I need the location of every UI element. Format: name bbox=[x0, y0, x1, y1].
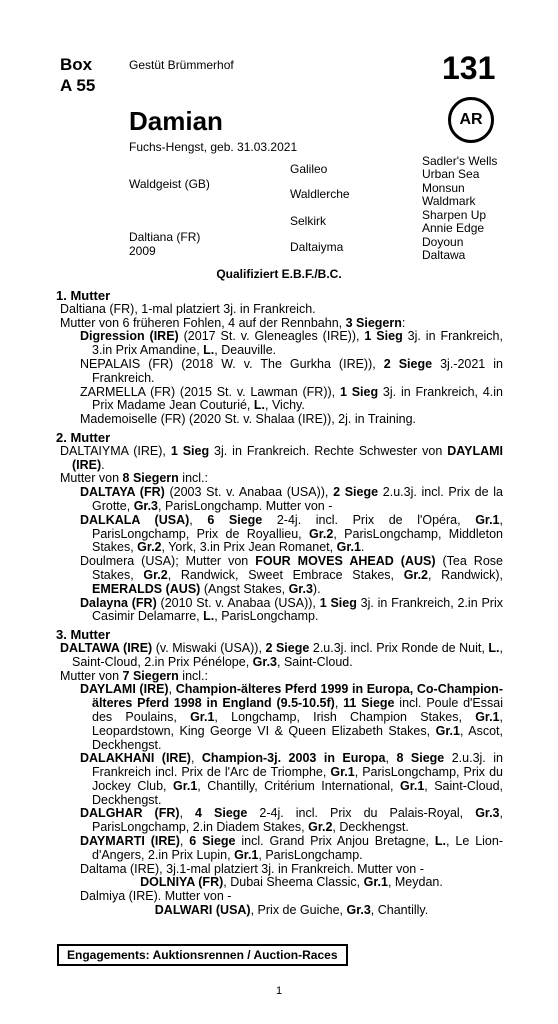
section-paragraph: Dalmiya (IRE). Mutter von - bbox=[80, 889, 232, 904]
pedigree-gg-6: Annie Edge bbox=[422, 221, 485, 235]
pedigree-dam-sire: Selkirk bbox=[290, 214, 327, 228]
box-label: Box bbox=[60, 55, 93, 74]
section-title: 1. Mutter bbox=[56, 288, 111, 303]
pedigree-gg-7: Doyoun bbox=[422, 235, 464, 249]
pedigree-gg-8: Daltawa bbox=[422, 248, 466, 262]
section-paragraph: Digression (IRE) (2017 St. v. Gleneagles (IRE)), 1 Sieg 3j. in Frankreich, 3.in Prix Amandine, L., Deauville. bbox=[80, 329, 503, 358]
box-value: A 55 bbox=[60, 76, 96, 95]
section-paragraph: DALTAWA (IRE) (v. Miswaki (USA)), 2 Siege 2.u.3j. incl. Prix Ronde de Nuit, L., Saint-Cloud, 2.in Prix Pénélope, Gr.3, Saint-Cloud. bbox=[60, 640, 504, 669]
box-number bbox=[60, 54, 95, 96]
page-number: 1 bbox=[275, 985, 283, 997]
section-paragraph: Doulmera (USA); Mutter von FOUR MOVES AHEAD (AUS) (Tea Rose Stakes, Gr.2, Randwick, Sweet Embrace Stakes, Gr.2, Randwick), EMERALDS (AUS) (Angst Stakes, Gr.3). bbox=[80, 554, 503, 596]
pedigree-gg-5: Sharpen Up bbox=[422, 208, 487, 222]
section-paragraph: Daltama (IRE), 3j.1-mal platziert 3j. in Frankreich. Mutter von - bbox=[80, 861, 424, 876]
pedigree-dam: Daltiana (FR) bbox=[129, 230, 201, 244]
section-title: 3. Mutter bbox=[56, 627, 111, 643]
section-paragraph: Daltiana (FR), 1-mal platziert 3j. in Frankreich. bbox=[60, 301, 316, 316]
section-paragraph: DAYLAMI (IRE), Champion-älteres Pferd 1999 in Europa, Co-Champion-älteres Pferd 1998 in England (9.5-10.5f), 11 Siege incl. Poule d'Essai des Poulains, Gr.1, Longchamp, Irish Champion Stakes, Gr.1, Leopardstown, King George VI & Queen Elizabeth Stakes, Gr.1, Ascot, Deckhengst. bbox=[80, 682, 504, 752]
horse-name: Damian bbox=[129, 106, 223, 136]
pedigree-dam-dam: Daltaiyma bbox=[290, 240, 344, 254]
section-title: 2. Mutter bbox=[56, 429, 111, 445]
family-sections bbox=[56, 285, 503, 918]
pedigree-gg-3: Monsun bbox=[422, 181, 465, 195]
section-paragraph: DALKALA (USA), 6 Siege 2-4j. incl. Prix de l'Opéra, Gr.1, ParisLongchamp, Prix de Royallieu, Gr.2, ParisLongchamp, Middleton Stakes, Gr.2, York, 3.in Prix Jean Romanet, Gr.1. bbox=[80, 512, 503, 555]
pedigree-gg-1: Sadler's Wells bbox=[422, 154, 498, 168]
section-paragraph: Dalayna (FR) (2010 St. v. Anabaa (USA)), 1 Sieg 3j. in Frankreich, 2.in Prix Casimir Delamarre, L., ParisLongchamp. bbox=[80, 595, 503, 624]
ar-badge-icon: AR bbox=[448, 97, 494, 143]
pedigree-dam-year: 2009 bbox=[129, 244, 156, 258]
section-paragraph: Mutter von 8 Siegern incl.: bbox=[60, 471, 208, 486]
horse-description: Fuchs-Hengst, geb. 31.03.2021 bbox=[129, 140, 298, 154]
section-paragraph: Mademoiselle (FR) (2020 St. v. Shalaa (IRE)), 2j. in Training. bbox=[80, 412, 417, 427]
section-paragraph: DOLNIYA (FR), Dubai Sheema Classic, Gr.1, Meydan. bbox=[140, 875, 443, 890]
section-paragraph: DALGHAR (FR), 4 Siege 2-4j. incl. Prix du Palais-Royal, Gr.3, ParisLongchamp, 2.in Diadem Stakes, Gr.2, Deckhengst. bbox=[80, 806, 503, 835]
lot-number: 131 bbox=[442, 50, 496, 86]
pedigree-sire-sire: Galileo bbox=[290, 162, 328, 176]
qualification-note: Qualifiziert E.B.F./B.C. bbox=[216, 267, 342, 281]
pedigree-sire-dam: Waldlerche bbox=[290, 187, 350, 201]
breeder-name: Gestüt Brümmerhof bbox=[129, 58, 234, 72]
section-paragraph: Mutter von 7 Siegern incl.: bbox=[60, 668, 208, 683]
section-paragraph: DALWARI (USA), Prix de Guiche, Gr.3, Chantilly. bbox=[154, 903, 429, 918]
engagements-box: Engagements: Auktionsrennen / Auction-Races bbox=[57, 944, 348, 966]
section-paragraph: DAYMARTI (IRE), 6 Siege incl. Grand Prix Anjou Bretagne, L., Le Lion-d'Angers, 2.in Prix Lupin, Gr.1, ParisLongchamp. bbox=[80, 834, 503, 862]
pedigree-sire: Waldgeist (GB) bbox=[129, 177, 210, 191]
section-paragraph: DALAKHANI (IRE), Champion-3j. 2003 in Europa, 8 Siege 2.u.3j. in Frankreich incl. Prix de l'Arc de Triomphe, Gr.1, ParisLongchamp, Prix du Jockey Club, Gr.1, Chantilly, Critérium International, Gr.1, Saint-Cloud, Deckhengst. bbox=[80, 751, 503, 807]
section-paragraph: ZARMELLA (FR) (2015 St. v. Lawman (FR)), 1 Sieg 3j. in Frankreich, 4.in Prix Madame Jean Couturié, L., Vichy. bbox=[80, 384, 503, 413]
section-paragraph: DALTAYA (FR) (2003 St. v. Anabaa (USA)), 2 Siege 2.u.3j. incl. Prix de la Grotte, Gr.3, ParisLongchamp. Mutter von - bbox=[80, 485, 503, 513]
pedigree-gg-2: Urban Sea bbox=[422, 167, 480, 181]
section-paragraph: Mutter von 6 früheren Fohlen, 4 auf der Rennbahn, 3 Siegern: bbox=[60, 315, 406, 330]
section-paragraph: DALTAIYMA (IRE), 1 Sieg 3j. in Frankreich. Rechte Schwester von DAYLAMI (IRE). bbox=[60, 443, 504, 472]
section-paragraph: NEPALAIS (FR) (2018 W. v. The Gurkha (IRE)), 2 Siege 3j.-2021 in Frankreich. bbox=[80, 356, 504, 385]
pedigree-gg-4: Waldmark bbox=[422, 194, 476, 208]
